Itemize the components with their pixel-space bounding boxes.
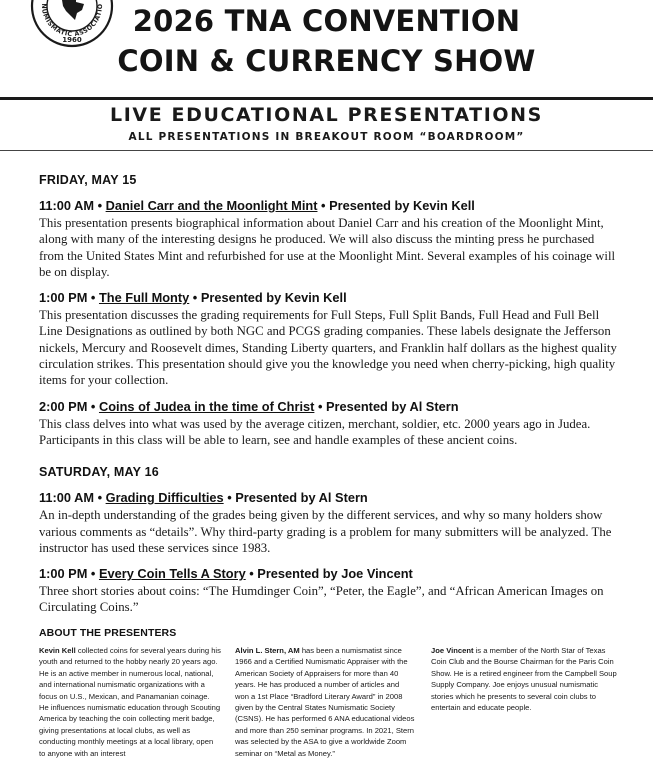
session-item [39, 198, 617, 280]
presenter-bio-text: is a member of the North Star of Texas Coin Club and the Bourse Chairman for the Paris Coin Show. He is a retired engineer from the Campbell Soup Supply Company. Joe enjoys unusual numismatic stories which he presents to several coin clubs to entertain and educate people. [431, 646, 617, 713]
presenter-bio-text: collected coins for several years during his youth and returned to the hobby nearly 20 years ago. He is an active member in numerous local, national, and international numismatic organizations with a focus on U.S., Mexican, and Panamanian coinage. He influences numismatic education through Scouting America by teaching the coin collecting merit badge, giving presentations at local clubs, as well as conducting monthly meetings at a local library, open to anyone with an interest [39, 646, 221, 758]
room-note: ALL PRESENTATIONS IN BREAKOUT ROOM “BOARDROOM” [128, 131, 525, 143]
presenter-name: Alvin L. Stern, AM [235, 646, 300, 655]
session-time: 11:00 AM [39, 198, 95, 213]
day-heading-saturday: SATURDAY, MAY 16 [39, 465, 159, 480]
presenter-bio-text: has been a numismatist since 1966 and a Certified Numismatic Appraiser with the American Society of Appraisers for more than 40 years. He has produced a number of articles and won a 1st Place “Bradford Literary Award” in 2008 given by the Central States Numismatic Society (CSNS). He has performed 6 ANA educational videos and more than 250 seminar programs. In 2021, Stern was selected by the ASA to give a worldwide Zoom seminar on “Metal as Money.” [235, 646, 415, 758]
session-description: This presentation discusses the grading requirements for Full Steps, Full Split Bands, Full Head and Full Bell Line Designations as outlined by both NGC and PCGS grading companies. These labels designate the Jefferson nickels, Mercury and Roosevelt dimes, Standing Liberty quarters, and Franklin half dollars as the highest quality circulation strikes. This presentation should give you the knowledge you need when cherry-picking, high quality items for your collection. [39, 308, 617, 388]
seal-year: 1960 [62, 36, 82, 44]
session-presenter: Presented by Kevin Kell [200, 290, 347, 306]
presenter-bio-joe-vincent [431, 645, 617, 713]
session-heading: 1:00 PM • The Full Monty • Presented by Kevin Kell [39, 290, 347, 306]
section-title: LIVE EDUCATIONAL PRESENTATIONS [110, 104, 543, 126]
page-title-line1: 2026 TNA CONVENTION [132, 4, 521, 38]
session-title: Daniel Carr and the Moonlight Mint [105, 198, 318, 213]
seal-text: NUMISMATIC ASSOCIATIO [39, 3, 105, 39]
presenters-heading: ABOUT THE PRESENTERS [39, 627, 177, 639]
session-heading: 1:00 PM • Every Coin Tells A Story • Presented by Joe Vincent [39, 566, 413, 582]
session-title: Every Coin Tells A Story [98, 566, 246, 582]
presenter-bio-alvin-stern [235, 645, 415, 759]
session-presenter: Presented by Joe Vincent [257, 566, 413, 582]
session-description: An in-depth understanding of the grades being given by the different services, and why so many holders show various comments as “details”. Why third-party grading is a problem for many submitters will be analyzed. The instructor has used these services since 1983. [39, 508, 612, 555]
session-presenter: Presented by Al Stern [235, 490, 368, 506]
session-description: Three short stories about coins: “The Humdinger Coin”, “Peter, the Eagle”, and “African American Images on Circulating Coins.” [39, 584, 604, 615]
session-title: Coins of Judea in the time of Christ [98, 398, 315, 414]
session-heading: 2:00 PM • Coins of Judea in the time of Christ • Presented by Al Stern [39, 398, 459, 414]
session-heading: 11:00 AM • Daniel Carr and the Moonlight Mint • Presented by Kevin Kell [39, 198, 475, 213]
session-time: 1:00 PM [39, 290, 88, 306]
presenter-name: Joe Vincent [431, 646, 474, 655]
session-description: This presentation presents biographical information about Daniel Carr and his creation of the Moonlight Mint, along with many of the interesting designs he produced. We will also discuss the minting press he purchased from the United States Mint and refurbished for use at the Moonlight Mint. Several examples of his coinage will be on display. [39, 216, 616, 279]
page-title-line2: COIN & CURRENCY SHOW [117, 44, 536, 78]
schedule [39, 173, 617, 626]
session-heading: 11:00 AM • Grading Difficulties • Presented by Al Stern [39, 490, 368, 506]
session-description: This class delves into what was used by the average citizen, merchant, soldier, etc. 2000 years ago in Judea. Participants in this class will be able to learn, see and handle examples of these ancient coins. [39, 416, 591, 447]
header-divider [0, 97, 653, 100]
session-item [39, 490, 617, 556]
subheader-divider [0, 150, 653, 151]
session-title: The Full Monty [98, 290, 190, 306]
session-title: Grading Difficulties [105, 490, 224, 506]
session-time: 1:00 PM [39, 566, 88, 582]
session-item [39, 290, 617, 388]
presenter-name: Kevin Kell [39, 646, 76, 655]
day-heading-friday: FRIDAY, MAY 15 [39, 173, 137, 187]
session-time: 2:00 PM [39, 398, 88, 414]
session-item [39, 566, 617, 616]
session-item [39, 399, 617, 449]
presenter-bio-kevin-kell [39, 645, 221, 759]
session-presenter: Presented by Kevin Kell [329, 198, 475, 213]
session-presenter: Presented by Al Stern [326, 398, 459, 414]
session-time: 11:00 AM [39, 490, 95, 506]
